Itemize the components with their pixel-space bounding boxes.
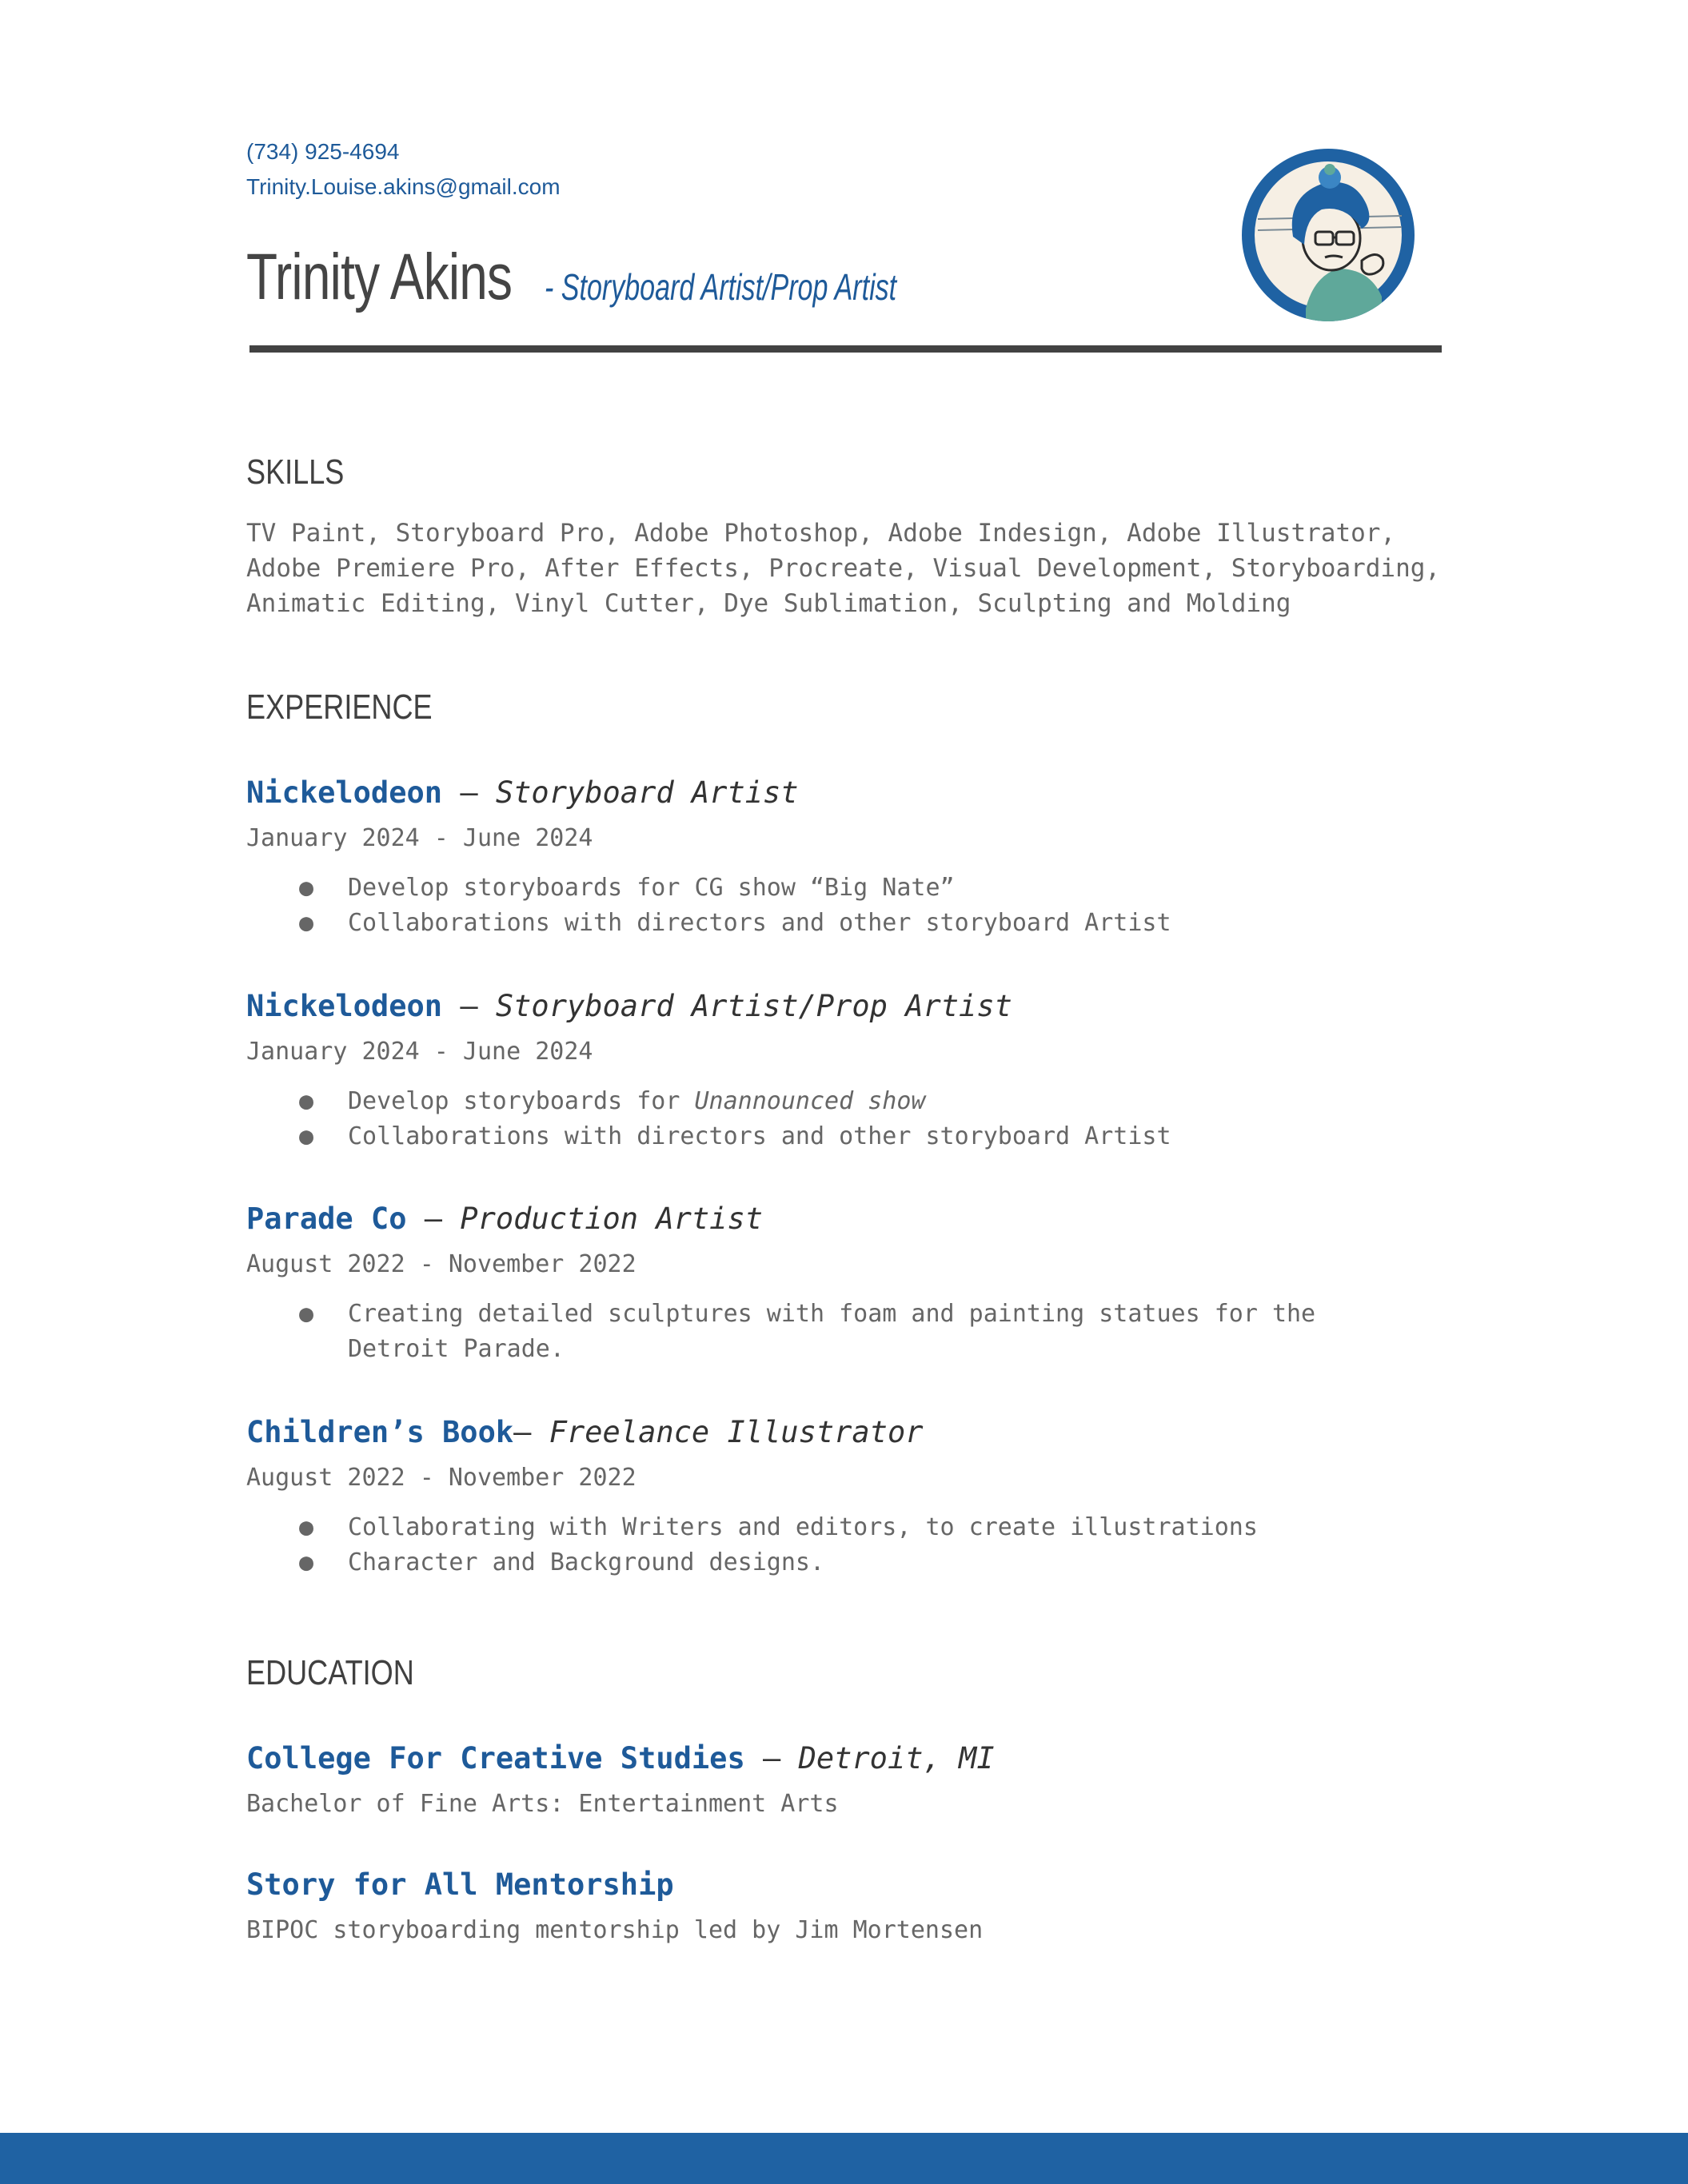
program-name: Story for All Mentorship — [246, 1867, 674, 1902]
bullet-icon: ● — [299, 1300, 314, 1328]
job-bullet-list — [246, 1084, 1442, 1154]
education-entry-heading — [246, 1739, 1442, 1779]
experience-entry — [246, 1199, 1442, 1367]
company-name: Nickelodeon — [246, 775, 443, 810]
bullet-icon: ● — [299, 1122, 314, 1150]
bullet-icon: ● — [299, 1513, 314, 1541]
separator: — — [406, 1202, 461, 1236]
header-title-row — [246, 240, 897, 315]
list-item: ● Character and Background designs. — [246, 1545, 1442, 1580]
separator: — — [513, 1415, 549, 1449]
experience-entry — [246, 1413, 1442, 1580]
skills-text: TV Paint, Storyboard Pro, Adobe Photoshop, Adobe Indesign, Adobe Illustrator, Adobe Premiere Pro, After Effects, Procreate, Visual Development, Storyboarding, Animatic Editing, Vinyl Cutter, Dye Sublimation, Sculpting and Molding — [246, 519, 1441, 618]
bullet-icon: ● — [299, 1548, 314, 1576]
education-entry-heading — [246, 1865, 1442, 1905]
bullet-icon: ● — [299, 909, 314, 937]
job-dates: August 2022 - November 2022 — [246, 1250, 636, 1278]
list-item: ● Collaborating with Writers and editors, to create illustrations — [246, 1510, 1442, 1545]
skills-heading: SKILLS — [246, 452, 345, 492]
company-name: Children’s Book — [246, 1415, 514, 1449]
degree-detail: Bachelor of Fine Arts: Entertainment Arts — [246, 1790, 839, 1818]
job-dates: August 2022 - November 2022 — [246, 1464, 636, 1492]
education-heading: EDUCATION — [246, 1653, 414, 1692]
job-dates: January 2024 - June 2024 — [246, 824, 593, 852]
experience-heading: EXPERIENCE — [246, 687, 433, 727]
job-dates: January 2024 - June 2024 — [246, 1038, 593, 1066]
phone-number[interactable]: (734) 925-4694 — [246, 139, 400, 164]
education-entry — [246, 1865, 1442, 1948]
job-bullet-list — [246, 1297, 1382, 1367]
list-item: ● Develop storyboards for Unannounced show — [246, 1084, 1442, 1119]
program-detail: BIPOC storyboarding mentorship led by Jim Mortensen — [246, 1916, 984, 1944]
contact-block — [246, 134, 561, 205]
job-title: Freelance Illustrator — [549, 1415, 924, 1449]
list-item: ● Develop storyboards for CG show “Big Nate” — [246, 871, 1442, 906]
footer-bar — [0, 2133, 1688, 2184]
experience-entry-heading — [246, 1413, 1442, 1453]
separator: — — [442, 989, 496, 1023]
email-address[interactable]: Trinity.Louise.akins@gmail.com — [246, 174, 561, 199]
job-role-subtitle: - Storyboard Artist/Prop Artist — [545, 266, 897, 308]
experience-entry-heading — [246, 1199, 1442, 1239]
list-item: ● Collaborations with directors and other storyboard Artist — [246, 1119, 1442, 1154]
separator: — — [442, 775, 496, 810]
company-name: Nickelodeon — [246, 989, 443, 1023]
list-item: ● Creating detailed sculptures with foam and painting statues for the Detroit Parade. — [246, 1297, 1382, 1367]
job-bullet-list — [246, 1510, 1442, 1580]
school-name: College For Creative Studies — [246, 1741, 745, 1775]
job-bullet-list — [246, 871, 1442, 941]
school-location: Detroit, MI — [798, 1741, 995, 1775]
experience-entry-heading — [246, 986, 1442, 1026]
experience-entry — [246, 773, 1442, 941]
header-divider — [249, 345, 1442, 353]
bullet-icon: ● — [299, 874, 314, 902]
education-entry — [246, 1739, 1442, 1822]
separator: — — [744, 1741, 799, 1775]
list-item: ● Collaborations with directors and other storyboard Artist — [246, 906, 1442, 941]
experience-entry-heading — [246, 773, 1442, 813]
experience-entry — [246, 986, 1442, 1154]
full-name: Trinity Akins — [246, 241, 513, 313]
job-title: Storyboard Artist/Prop Artist — [495, 989, 1012, 1023]
job-title: Storyboard Artist — [495, 775, 799, 810]
company-name: Parade Co — [246, 1202, 407, 1236]
bullet-icon: ● — [299, 1087, 314, 1115]
job-title: Production Artist — [460, 1202, 764, 1236]
cartoon-avatar-icon — [1242, 149, 1415, 321]
